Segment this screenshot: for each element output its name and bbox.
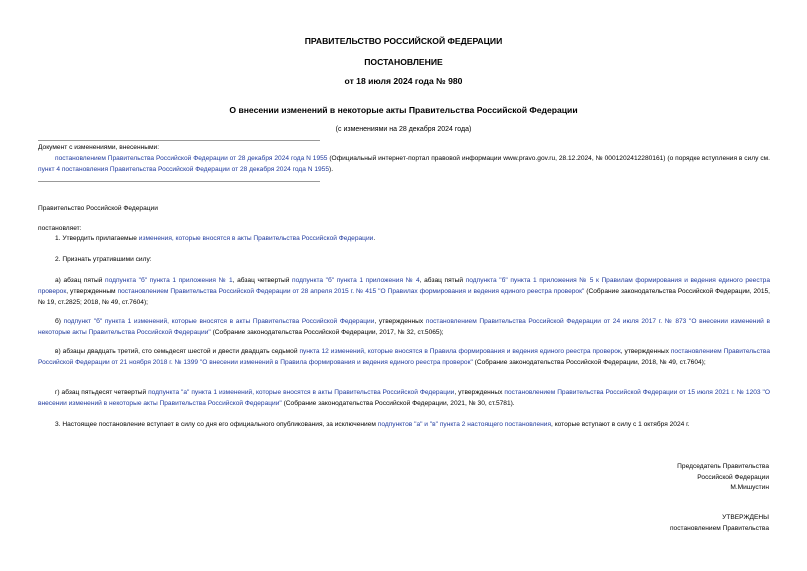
decrees-word: постановляет:: [38, 225, 82, 232]
signature-name: М.Мишустин: [730, 484, 769, 491]
entry-into-force-link[interactable]: пункт 4 постановления Правительства Российской Федерации от 28 декабря 2024 года N 1955: [38, 165, 329, 173]
bottom-divider: [38, 181, 320, 182]
signature-country: Российской Федерации: [697, 473, 769, 481]
link-2d-2[interactable]: постановлением Правительства Российской Федерации от 15 июля 2021 г. № 1203 "О внесении изменений в некоторые акты Правительства Российской Федерации": [38, 389, 770, 407]
document-title: О внесении изменений в некоторые акты Правительства Российской Федерации: [229, 105, 578, 115]
approved-line: постановлением Правительства: [669, 524, 769, 532]
approved-title: УТВЕРЖДЕНЫ: [722, 514, 769, 521]
signature-position: Председатель Правительства: [677, 463, 769, 470]
changes-block: [38, 143, 770, 175]
paragraph-1: 1. Утвердить прилагаемые изменения, которые вносятся в акты Правительства Российской Федерации.: [55, 235, 376, 242]
changes-text-part2: ).: [329, 165, 334, 173]
approved-block: [670, 513, 769, 534]
changes-intro: Документ с изменениями, внесенными:: [38, 144, 160, 151]
amending-decree-link[interactable]: постановлением Правительства Российской Федерации от 28 декабря 2024 года N 1955: [55, 154, 328, 162]
changes-text-part1: (Официальный интернет-портал правовой информации www.pravo.gov.ru, 28.12.2024, № 0001202412280161) (о порядке вступления в силу см.: [327, 154, 770, 162]
paragraph-2b: б) подпункт "б" пункта 1 изменений, которые вносятся в акты Правительства Российской Федерации, утвержденных постановлением Правительства Российской Федерации от 24 июля 2017 г. № 873 "О внесении изменений в некоторые акты Правительства Российской Федерации" (Собрание законодательства Российской Федерации, 2017, № 32, ст.5065);: [38, 318, 770, 336]
link-2a-2[interactable]: подпункта "б" пункта 1 приложения № 4: [292, 277, 420, 284]
link-2a-1[interactable]: подпункта "б" пункта 1 приложения № 1: [105, 277, 233, 284]
document-type: ПОСТАНОВЛЕНИЕ: [364, 57, 443, 67]
link-2c-2[interactable]: постановлением Правительства Российской Федерации от 21 ноября 2018 г. № 1399 "О внесении изменений в Правила формирования и ведения единого реестра проверок": [38, 348, 770, 366]
link-3-1[interactable]: подпунктов "а" и "в" пункта 2 настоящего постановления: [377, 421, 552, 428]
paragraph-3: 3. Настоящее постановление вступает в силу со дня его официального опубликования, за исключением подпунктов "а" и "в" пункта 2 настоящего постановления, которые вступают в силу с 1 октября 2024 г.: [55, 421, 690, 428]
link-2a-4[interactable]: постановлением Правительства Российской Федерации от 28 апреля 2015 г. № 415 "О Правилах формирования и ведения единого реестра проверок": [117, 287, 585, 295]
paragraph-2d: г) абзац пятьдесят четвертый подпункта "а" пункта 1 изменений, которые вносятся в акты Правительства Российской Федерации, утвержденных постановлением Правительства Российской Федерации от 15 июля 2021 г. № 1203 "О внесении изменений в некоторые акты Правительства Российской Федерации" (Собрание законодательства Российской Федерации, 2021, № 30, ст.5781).: [38, 389, 770, 407]
link-2c-1[interactable]: пункта 12 изменений, которые вносятся в Правила формирования и ведения единого реестра проверок: [299, 348, 621, 355]
approved-changes-link[interactable]: изменения, которые вносятся в акты Правительства Российской Федерации: [138, 235, 374, 242]
signature-block: [677, 462, 769, 494]
link-2a-3[interactable]: подпункта "б" пункта 1 приложения № 5 к Правилам формирования и ведения единого реестра проверок: [38, 277, 770, 295]
paragraph-2a: а) абзац пятый подпункта "б" пункта 1 приложения № 1, абзац четвертый подпункта "б" пункта 1 приложения № 4, абзац пятый подпункта "б" пункта 1 приложения № 5 к Правилам формирования и ведения единого реестра проверок, утвержденным постановлением Правительства Российской Федерации от 28 апреля 2015 г. № 415 "О Правилах формирования и ведения единого реестра проверок" (Собрание законодательства Российской Федерации, 2015, № 19, ст.2825; 2018, № 49, ст.7604);: [38, 277, 770, 306]
government-heading: ПРАВИТЕЛЬСТВО РОССИЙСКОЙ ФЕДЕРАЦИИ: [304, 36, 503, 46]
link-2b-1[interactable]: подпункт "б" пункта 1 изменений, которые вносятся в акты Правительства Российской Федерации: [63, 318, 375, 325]
top-divider: [38, 140, 320, 141]
paragraph-2c: в) абзацы двадцать третий, сто семьдесят шестой и двести двадцать седьмой пункта 12 изменений, которые вносятся в Правила формирования и ведения единого реестра проверок, утвержденных постановлением Правительства Российской Федерации от 21 ноября 2018 г. № 1399 "О внесении изменений в Правила формирования и ведения единого реестра проверок" (Собрание законодательства Российской Федерации, 2018, № 49, ст.7604);: [38, 348, 770, 366]
link-2b-2[interactable]: постановлением Правительства Российской Федерации от 24 июля 2017 г. № 873 "О внесении изменений в некоторые акты Правительства Российской Федерации": [38, 318, 770, 336]
revision-note: (с изменениями на 28 декабря 2024 года): [335, 126, 472, 133]
link-2d-1[interactable]: подпункта "а" пункта 1 изменений, которые вносятся в акты Правительства Российской Федерации: [148, 389, 455, 396]
changes-text: [38, 154, 770, 176]
document-date-number: от 18 июля 2024 года № 980: [344, 76, 463, 86]
issuer: Правительство Российской Федерации: [38, 205, 158, 212]
paragraph-2: 2. Признать утратившими силу:: [55, 256, 152, 263]
